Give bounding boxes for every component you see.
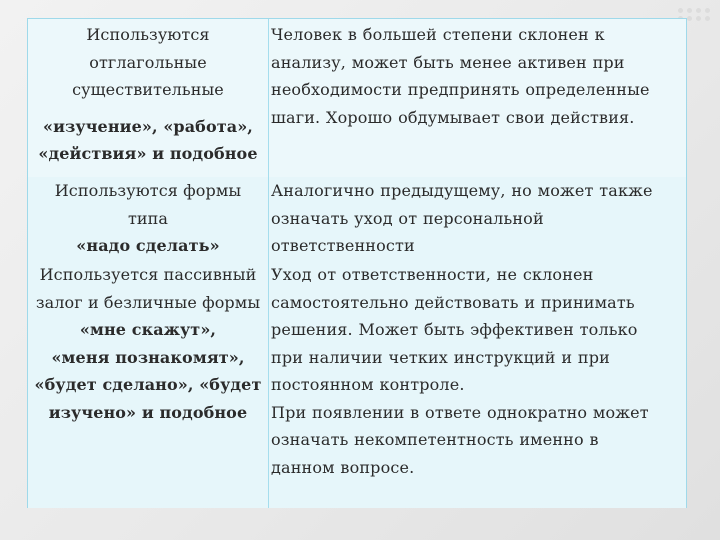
interpretation-cell [271,21,685,131]
example-text: «надо сделать» [76,236,220,255]
grammar-form-cell [28,177,268,260]
comparison-table [27,18,687,508]
cell-text: решения. Может быть эффективен только [271,320,638,339]
cell-text: ответственности [271,236,415,255]
cell-text: необходимости предпринять определенные [271,80,650,99]
cell-text: Используется пассивный [39,265,257,284]
cell-text: отглагольные [89,52,207,72]
cell-text: Используются [86,25,210,44]
example-text: изучено» и подобное [48,402,248,422]
cell-text: означать некомпетентность именно в [271,430,599,449]
interpretation-cell [271,177,685,260]
cell-text: шаги. Хорошо обдумывает свои действия. [271,107,635,127]
grammar-form-cell [28,21,268,168]
cell-text: существительные [72,80,224,99]
column-divider [268,259,269,508]
grammar-form-cell [28,261,268,426]
cell-text: залог и безличные формы [35,292,261,312]
table-row [28,19,686,178]
cell-text: анализу, может быть менее активен при [271,52,625,72]
cell-text: при наличии четких инструкций и при [271,347,610,367]
cell-text: типа [127,208,169,228]
cell-text: Используются формы [54,181,242,200]
cell-text: При появлении в ответе однократно может [271,402,649,422]
example-text: «мне скажут», [79,320,217,339]
column-divider [268,177,269,259]
cell-text: данном вопросе. [271,457,415,477]
example-text: «действия» и подобное [38,144,258,163]
cell-text: постоянном контроле. [271,375,465,394]
table-row [28,177,686,260]
column-divider [268,19,269,177]
table-row [28,259,686,508]
cell-text: Аналогично предыдущему, но может также [271,181,653,200]
cell-text: Человек в большей степени склонен к [271,25,605,44]
cell-text: означать уход от персональной [271,208,544,228]
cell-text: Уход от ответственности, не склонен [271,265,594,284]
example-text: «будет сделано», «будет [34,375,262,394]
example-text: «изучение», «работа», [43,116,253,136]
cell-text: самостоятельно действовать и принимать [271,292,635,312]
example-text: «меня познакомят», [51,347,245,367]
interpretation-cell [271,261,685,481]
